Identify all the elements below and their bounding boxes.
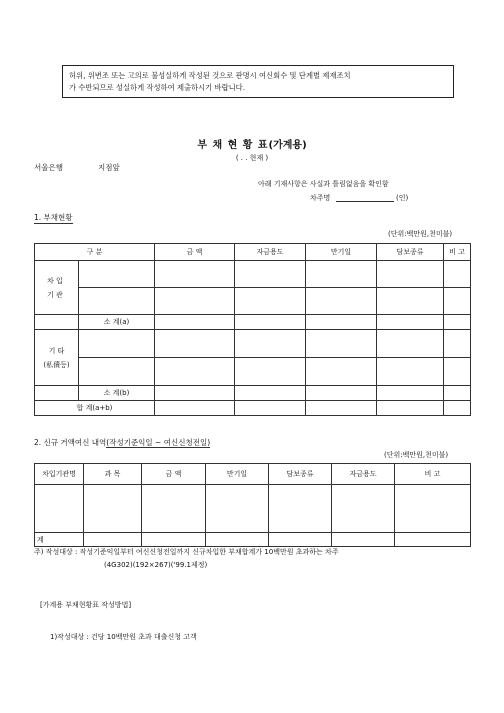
cell-input[interactable]	[206, 533, 269, 547]
cell-input[interactable]	[306, 315, 377, 330]
borrower-label: 차주명	[310, 194, 331, 202]
notice-line-2: 가 수반되므로 성실하게 작성하여 제출하시기 바랍니다.	[69, 83, 246, 92]
cell-input[interactable]	[79, 330, 155, 358]
group2-line1: 기 타	[48, 346, 65, 355]
signature-line	[336, 201, 394, 202]
cell-input[interactable]	[142, 485, 206, 533]
header-remarks: 비 고	[395, 464, 471, 485]
cell-input[interactable]	[306, 330, 377, 358]
subtotal-a-label: 소 계(a)	[79, 315, 155, 330]
cell-input[interactable]	[79, 261, 155, 288]
cell-input[interactable]	[235, 261, 306, 288]
section1-title: 1. 부채현황	[34, 213, 73, 222]
cell-input[interactable]	[155, 386, 235, 401]
footnote-line-1: 주) 작성대상 : 작성기준익일부터 여신신청전일까지 신규차입한 부채합계가 10백만원 초과하는 차주	[34, 548, 339, 556]
cell-input[interactable]	[84, 485, 142, 533]
cell-input[interactable]	[377, 358, 444, 386]
cell-input[interactable]	[444, 358, 471, 386]
group-lending-institution	[35, 261, 79, 315]
table-row	[35, 358, 471, 386]
cell-input[interactable]	[142, 533, 206, 547]
cell-input[interactable]	[269, 485, 332, 533]
table-header-row	[35, 464, 471, 485]
method-item-1: 1)작성대상 : 건당 10백만원 초과 대출신청 고객	[50, 633, 197, 641]
header-amount: 금 액	[155, 244, 235, 261]
cell-input[interactable]	[395, 533, 471, 547]
cell-input[interactable]	[306, 288, 377, 315]
page-title	[0, 136, 504, 151]
cell-input[interactable]	[206, 485, 269, 533]
cell-input[interactable]	[377, 315, 444, 330]
branch-label: 지점앞	[98, 163, 120, 172]
cell-input[interactable]	[332, 485, 395, 533]
group2-line2: (私債등)	[43, 360, 70, 369]
cell-input[interactable]	[235, 315, 306, 330]
header-collateral: 담보종류	[377, 244, 444, 261]
header-amount: 금 액	[142, 464, 206, 485]
cell-input[interactable]	[235, 330, 306, 358]
cell-input[interactable]	[155, 315, 235, 330]
cell-input[interactable]	[306, 386, 377, 401]
cell-input[interactable]	[306, 401, 377, 416]
table-row	[35, 485, 471, 533]
title-suffix: (가계용)	[268, 140, 307, 151]
cell-input[interactable]	[332, 533, 395, 547]
bank-name: 서울은행	[34, 163, 63, 172]
method-title: [가계용 부채현황표 작성방법]	[40, 601, 132, 609]
cell-input[interactable]	[377, 401, 444, 416]
cell-input[interactable]	[155, 330, 235, 358]
section1-unit: (단위:백만원,천미불)	[388, 230, 453, 238]
section2-title-prefix: 2. 신규 거액여신 내역	[34, 438, 107, 447]
cell-input[interactable]	[79, 358, 155, 386]
header-remarks: 비 고	[444, 244, 471, 261]
cell-input[interactable]	[155, 401, 235, 416]
header-collateral: 담보종류	[269, 464, 332, 485]
notice-box	[62, 65, 454, 98]
header-fund-purpose: 자금용도	[235, 244, 306, 261]
cell-input[interactable]	[269, 533, 332, 547]
subtotal-a-row	[35, 315, 471, 330]
cell-input[interactable]	[444, 401, 471, 416]
date-line: ( . . 현재 )	[235, 154, 269, 162]
seal-label: (인)	[396, 194, 409, 202]
subtotal-b-label: 소 계(b)	[79, 386, 155, 401]
footnote-line-2: (4G302)(192×267)('99.1제정)	[104, 561, 208, 569]
cell-input[interactable]	[377, 261, 444, 288]
cell-input[interactable]	[377, 330, 444, 358]
total-label: 계	[35, 533, 84, 547]
header-category: 구 분	[35, 244, 155, 261]
debt-status-table	[34, 243, 471, 416]
cell-input[interactable]	[155, 288, 235, 315]
section2-title-range: (작성기준익일 ~ 여신신청전일)	[106, 438, 211, 447]
header-maturity: 만기일	[206, 464, 269, 485]
table-row	[35, 261, 471, 288]
subtotal-b-row	[35, 386, 471, 401]
cell-input[interactable]	[84, 533, 142, 547]
group-other	[35, 330, 79, 386]
cell-input[interactable]	[444, 330, 471, 358]
cell-input[interactable]	[155, 358, 235, 386]
cell-input[interactable]	[306, 261, 377, 288]
cell-input[interactable]	[235, 358, 306, 386]
total-label: 합 계(a+b)	[35, 401, 155, 416]
cell-input[interactable]	[444, 386, 471, 401]
cell-input[interactable]	[306, 358, 377, 386]
cell-input[interactable]	[35, 485, 84, 533]
cell-input[interactable]	[395, 485, 471, 533]
confirm-text: 아래 기재사항은 사실과 틀림없음을 확인함	[258, 180, 389, 188]
cell-input[interactable]	[444, 261, 471, 288]
cell-input[interactable]	[79, 288, 155, 315]
header-lender-name: 차입기관명	[35, 464, 84, 485]
cell-input[interactable]	[444, 288, 471, 315]
header-maturity: 만기일	[306, 244, 377, 261]
table-row	[35, 288, 471, 315]
total-row	[35, 401, 471, 416]
header-fund-purpose: 자금용도	[332, 464, 395, 485]
cell-input[interactable]	[235, 401, 306, 416]
table-header-row	[35, 244, 471, 261]
new-loan-table	[34, 463, 471, 547]
cell-input[interactable]	[444, 315, 471, 330]
table-row	[35, 330, 471, 358]
total-row	[35, 533, 471, 547]
notice-line-1: 허위, 위변조 또는 고의로 불성실하게 작성된 것으로 판명시 여신회수 및 단계별 제재조치	[69, 71, 351, 80]
header-subject: 과 목	[84, 464, 142, 485]
cell-input[interactable]	[235, 386, 306, 401]
section2-unit: (단위:백만원,천미불)	[384, 451, 449, 459]
section2-title	[34, 438, 210, 448]
title-main: 부 채 현 황 표	[197, 140, 269, 151]
cell-input[interactable]	[377, 288, 444, 315]
cell-input[interactable]	[155, 261, 235, 288]
cell-input[interactable]	[235, 288, 306, 315]
group1-line1: 차 입	[47, 276, 63, 285]
cell-input[interactable]	[377, 386, 444, 401]
group1-line2: 기 관	[47, 290, 63, 299]
